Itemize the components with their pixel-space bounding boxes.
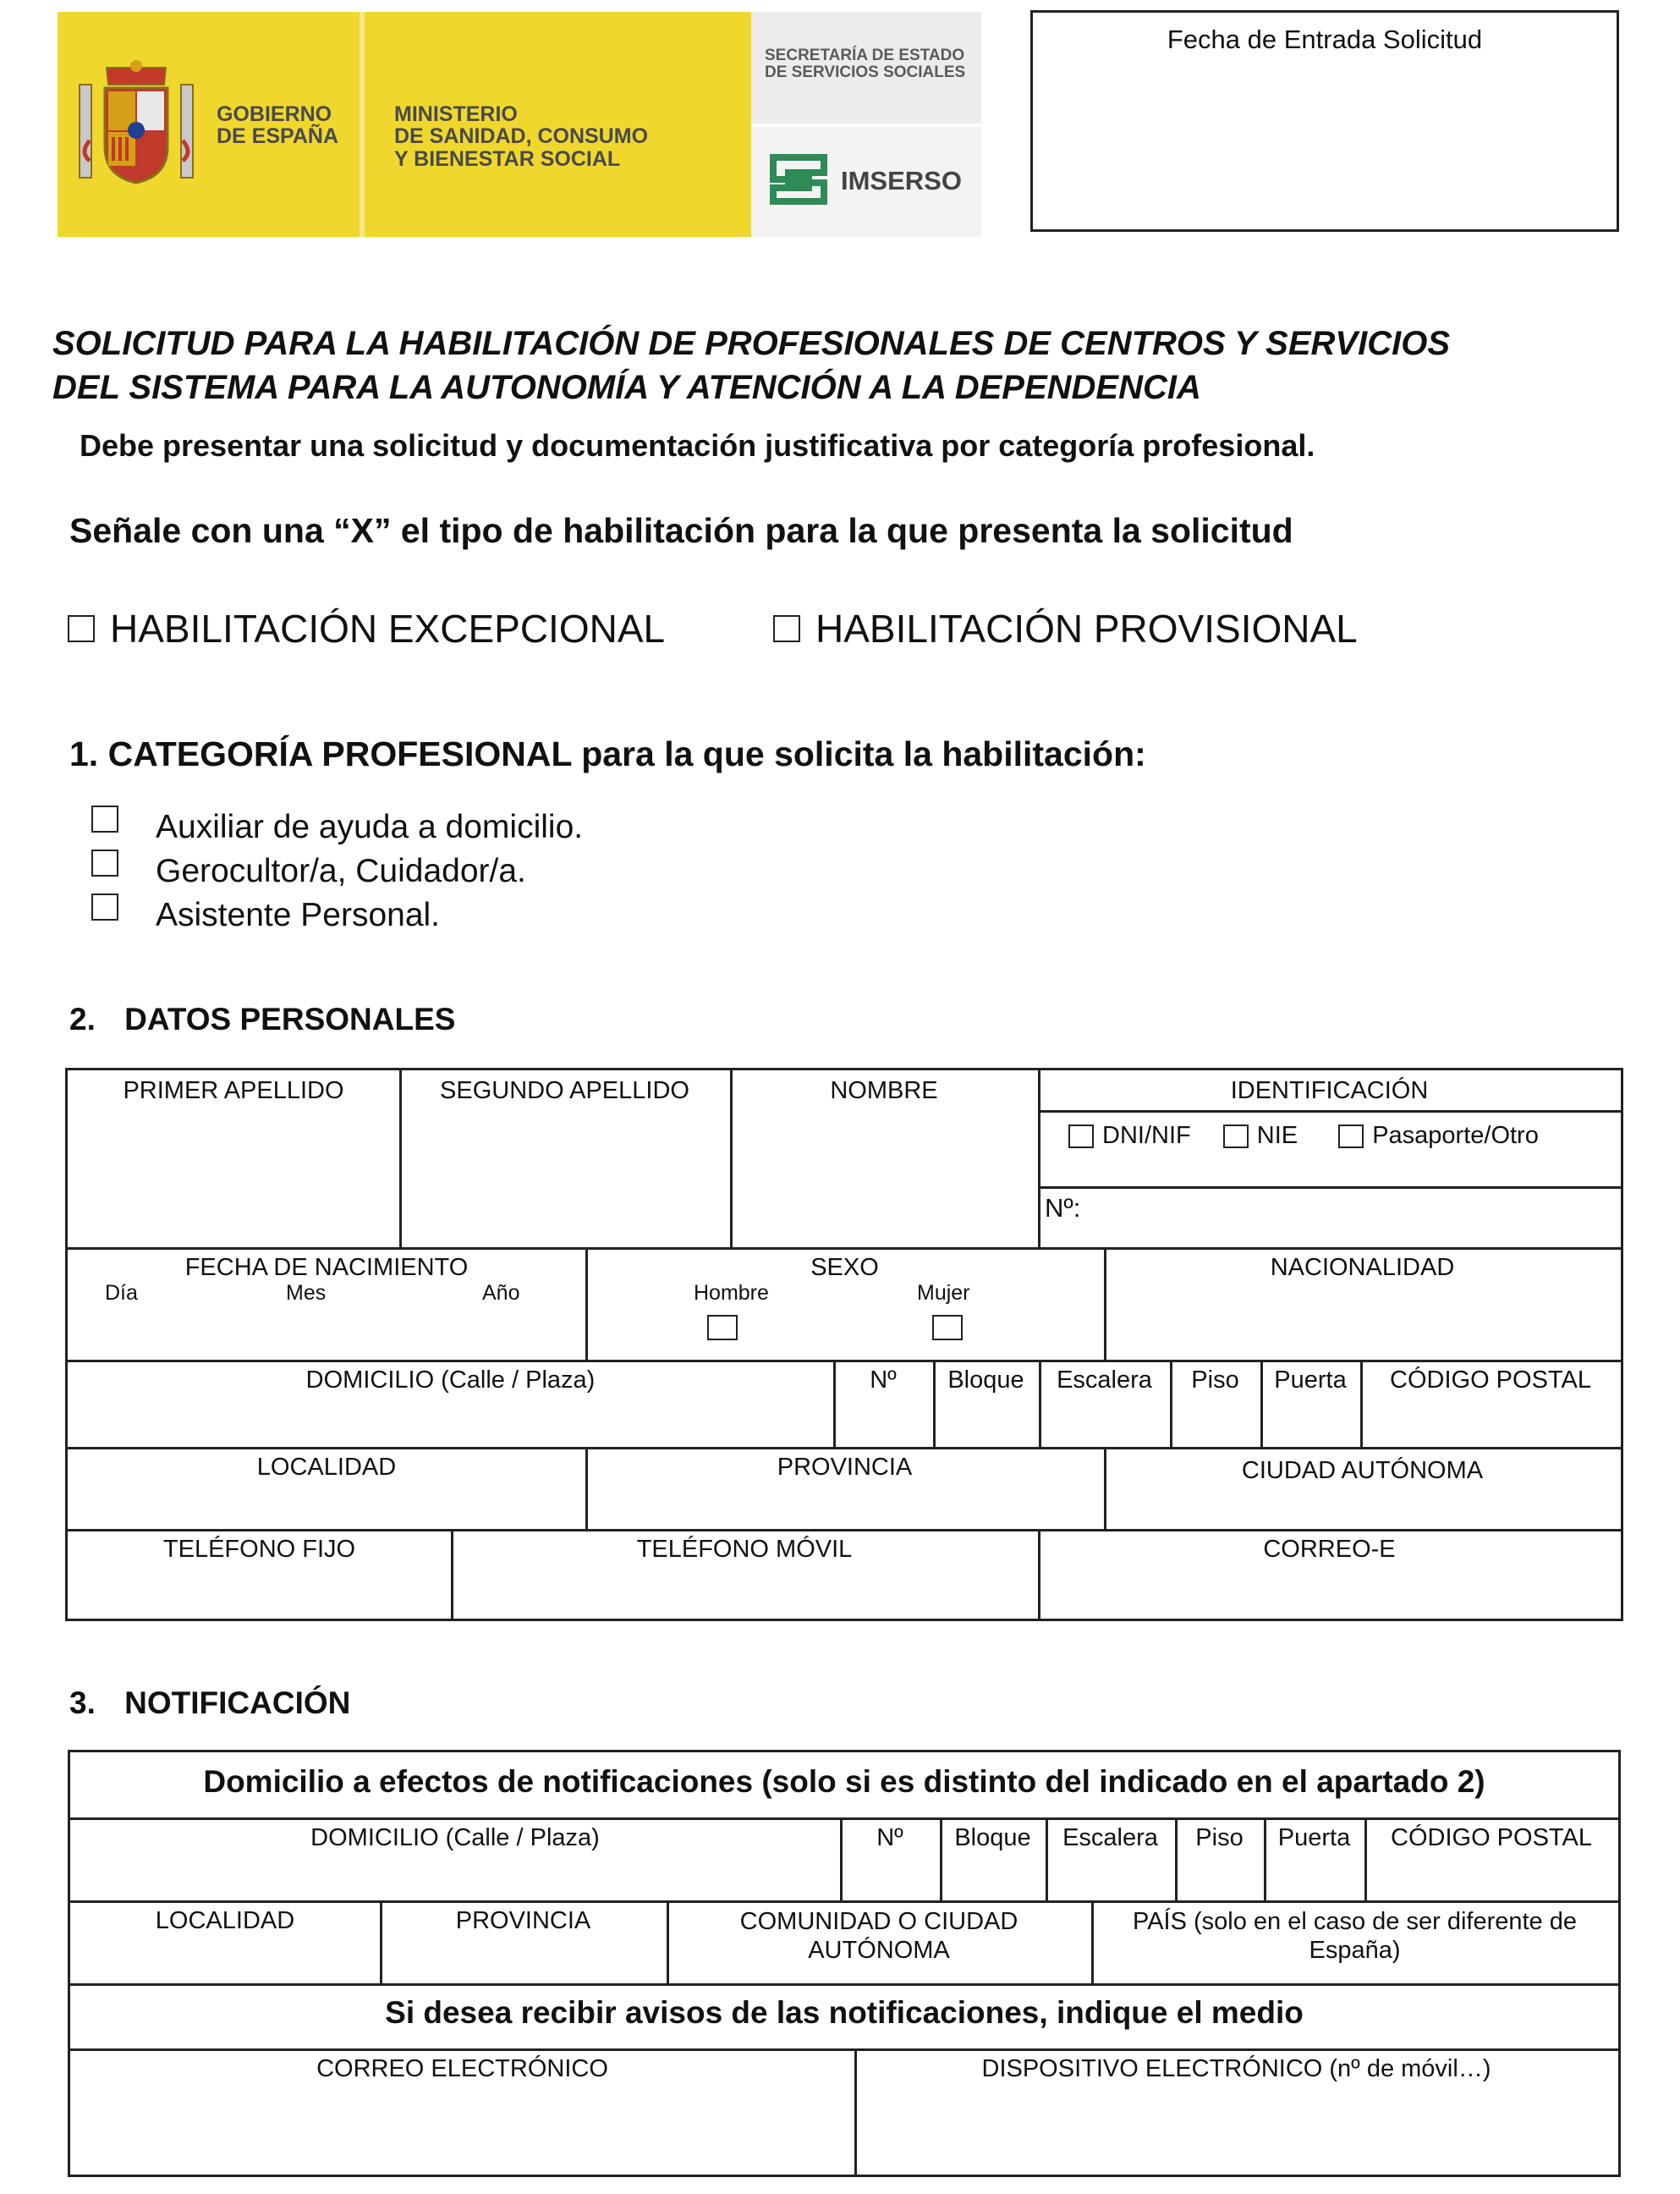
anio-label: Año <box>482 1281 520 1305</box>
section1-heading <box>69 734 1146 774</box>
dia-label: Día <box>105 1281 138 1305</box>
section2-number: 2. <box>69 1002 96 1037</box>
domicilio-label: DOMICILIO (Calle / Plaza) <box>305 1366 596 1394</box>
avisos-heading: Si desea recibir avisos de las notificaciones, indique el medio <box>70 1983 1618 2051</box>
notif-comunidad-label-1: COMUNIDAD O CIUDAD <box>739 1908 1018 1935</box>
localidad-label: LOCALIDAD <box>256 1454 397 1481</box>
primer-apellido-label: PRIMER APELLIDO <box>123 1077 344 1104</box>
categoria-option-asistente[interactable] <box>91 894 583 938</box>
notif-localidad-label: LOCALIDAD <box>155 1907 295 1934</box>
identificacion-header <box>1038 1070 1621 1113</box>
notif-comunidad-label-2: AUTÓNOMA <box>808 1937 950 1964</box>
notif-numero-field[interactable] <box>840 1817 942 1903</box>
notif-localidad-field[interactable] <box>70 1900 382 1986</box>
hombre-label: Hombre <box>694 1281 769 1305</box>
notif-bloque-field[interactable] <box>940 1817 1048 1903</box>
notif-domicilio-label: DOMICILIO (Calle / Plaza) <box>310 1824 600 1851</box>
habilitacion-heading: Señale con una “X” el tipo de habilitación para la que presenta la solicitud <box>69 511 1293 550</box>
notif-escalera-label: Escalera <box>1062 1824 1158 1851</box>
imserso-logo-label: IMSERSO <box>841 166 962 195</box>
section1-heading-rest: para la que solicita la habilitación: <box>571 734 1146 773</box>
nombre-field[interactable] <box>730 1070 1040 1250</box>
numero-field[interactable] <box>833 1360 936 1449</box>
categoria-option-gerocultor[interactable] <box>91 850 583 894</box>
mes-label: Mes <box>286 1281 327 1305</box>
notif-correo-electronico-field[interactable] <box>70 2048 857 2175</box>
habilitacion-provisional-checkbox[interactable] <box>773 615 800 642</box>
gobierno-logo-text: GOBIERNO DE ESPAÑA <box>217 102 339 149</box>
pasaporte-checkbox[interactable] <box>1338 1124 1364 1148</box>
mujer-checkbox[interactable] <box>932 1315 963 1340</box>
notif-dispositivo-field[interactable] <box>854 2048 1618 2175</box>
domicilio-notificaciones-heading: Domicilio a efectos de notificaciones (solo si es distinto del indicado en el apartado 2) <box>70 1752 1618 1820</box>
notif-codigo-postal-field[interactable] <box>1364 1817 1618 1903</box>
notif-pais-label-2: España) <box>1309 1937 1401 1964</box>
puerta-field[interactable] <box>1260 1360 1363 1449</box>
categoria-gerocultor-label: Gerocultor/a, Cuidador/a. <box>156 853 526 889</box>
codigo-postal-label: CÓDIGO POSTAL <box>1390 1366 1591 1394</box>
notif-puerta-label: Puerta <box>1277 1824 1351 1851</box>
pasaporte-label: Pasaporte/Otro <box>1372 1122 1539 1149</box>
notif-numero-label: Nº <box>876 1824 903 1851</box>
identificacion-label: IDENTIFICACIÓN <box>1230 1077 1429 1104</box>
page-title: SOLICITUD PARA LA HABILITACIÓN DE PROFESIONALES DE CENTROS Y SERVICIOS DEL SISTEMA PARA LA AUTONOMÍA Y ATENCIÓN A LA DEPENDENCIA <box>52 325 1450 406</box>
habilitacion-excepcional-label: HABILITACIÓN EXCEPCIONAL <box>110 607 666 651</box>
dni-label: DNI/NIF <box>1102 1122 1191 1149</box>
numero-label: Nº <box>870 1366 897 1394</box>
segundo-apellido-field[interactable] <box>399 1070 733 1250</box>
page-subtitle: Debe presentar una solicitud y documentación justificativa por categoría profesional. <box>80 428 1315 463</box>
nacionalidad-field[interactable] <box>1104 1247 1621 1362</box>
primer-apellido-field[interactable] <box>68 1070 402 1250</box>
sexo-field <box>585 1247 1106 1362</box>
notif-codigo-postal-label: CÓDIGO POSTAL <box>1391 1824 1592 1851</box>
section2-heading <box>69 1002 455 1037</box>
nombre-label: NOMBRE <box>830 1077 938 1104</box>
categoria-asistente-checkbox[interactable] <box>91 894 118 921</box>
puerta-label: Puerta <box>1274 1366 1347 1394</box>
section3-title: NOTIFICACIÓN <box>124 1685 351 1720</box>
nacionalidad-label: NACIONALIDAD <box>1270 1254 1455 1281</box>
identificacion-numero-label: Nº: <box>1045 1193 1081 1223</box>
telefono-movil-field[interactable] <box>451 1529 1040 1619</box>
notif-provincia-field[interactable] <box>380 1900 669 1986</box>
categoria-gerocultor-checkbox[interactable] <box>91 850 118 877</box>
fecha-nacimiento-label: FECHA DE NACIMIENTO <box>184 1254 469 1281</box>
section3-number: 3. <box>69 1685 96 1720</box>
notif-bloque-label: Bloque <box>954 1824 1031 1851</box>
categoria-auxiliar-checkbox[interactable] <box>91 806 118 833</box>
sexo-label: SEXO <box>810 1254 879 1281</box>
localidad-field[interactable] <box>68 1447 588 1531</box>
telefono-movil-label: TELÉFONO MÓVIL <box>636 1536 853 1563</box>
notif-dispositivo-label: DISPOSITIVO ELECTRÓNICO (nº de móvil…) <box>981 2055 1491 2082</box>
correo-label: CORREO-E <box>1263 1536 1396 1563</box>
identificacion-numero-field[interactable] <box>1038 1186 1621 1250</box>
notif-pais-label-1: PAÍS (solo en el caso de ser diferente de <box>1133 1908 1577 1935</box>
notif-provincia-label: PROVINCIA <box>455 1907 591 1934</box>
telefono-fijo-field[interactable] <box>68 1529 453 1619</box>
escalera-label: Escalera <box>1057 1366 1152 1394</box>
fecha-entrada-box[interactable] <box>1030 10 1619 232</box>
categoria-auxiliar-label: Auxiliar de ayuda a domicilio. <box>156 809 584 845</box>
notif-piso-field[interactable] <box>1175 1817 1266 1903</box>
ministerio-logo-text: MINISTERIO DE SANIDAD, CONSUMO Y BIENESTAR SOCIAL <box>394 102 649 171</box>
notif-escalera-field[interactable] <box>1046 1817 1178 1903</box>
notif-domicilio-field[interactable] <box>70 1817 843 1903</box>
piso-label: Piso <box>1191 1366 1239 1394</box>
ciudad-autonoma-field[interactable] <box>1104 1447 1621 1531</box>
section2-title: DATOS PERSONALES <box>124 1002 456 1037</box>
dni-checkbox[interactable] <box>1068 1124 1094 1148</box>
notificacion-table <box>68 1750 1621 2177</box>
nie-label: NIE <box>1256 1122 1298 1149</box>
telefono-fijo-label: TELÉFONO FIJO <box>162 1536 356 1563</box>
provincia-label: PROVINCIA <box>777 1454 913 1481</box>
habilitacion-provisional-option[interactable] <box>773 606 1358 652</box>
section1-heading-bold: 1. CATEGORÍA PROFESIONAL <box>69 734 572 773</box>
logo-divider <box>360 12 365 237</box>
hombre-checkbox[interactable] <box>707 1315 738 1340</box>
escalera-field[interactable] <box>1039 1360 1172 1449</box>
notif-comunidad-field[interactable] <box>667 1900 1094 1986</box>
ciudad-autonoma-label: CIUDAD AUTÓNOMA <box>1241 1457 1484 1484</box>
mujer-label: Mujer <box>917 1281 970 1305</box>
habilitacion-provisional-label: HABILITACIÓN PROVISIONAL <box>815 607 1358 651</box>
imserso-logo-icon <box>765 149 834 210</box>
provincia-field[interactable] <box>585 1447 1106 1531</box>
bloque-field[interactable] <box>933 1360 1041 1449</box>
domicilio-field[interactable] <box>68 1360 836 1449</box>
section3-heading <box>69 1685 350 1721</box>
datos-personales-table <box>65 1068 1623 1621</box>
notif-pais-field[interactable] <box>1091 1900 1618 1986</box>
secretaria-logo-text: SECRETARÍA DE ESTADO DE SERVICIOS SOCIALES <box>765 47 966 81</box>
notif-correo-electronico-label: CORREO ELECTRÓNICO <box>316 2055 608 2082</box>
nie-checkbox[interactable] <box>1223 1124 1249 1148</box>
notif-puerta-field[interactable] <box>1264 1817 1367 1903</box>
bloque-label: Bloque <box>947 1366 1024 1394</box>
habilitacion-excepcional-checkbox[interactable] <box>68 615 95 642</box>
categoria-asistente-label: Asistente Personal. <box>156 897 441 933</box>
coat-of-arms-icon <box>73 59 200 195</box>
segundo-apellido-label: SEGUNDO APELLIDO <box>440 1077 689 1104</box>
fecha-nacimiento-field[interactable] <box>68 1247 588 1362</box>
habilitacion-excepcional-option[interactable] <box>68 606 665 652</box>
codigo-postal-field[interactable] <box>1360 1360 1621 1449</box>
categoria-list <box>91 806 583 938</box>
fecha-entrada-label: Fecha de Entrada Solicitud <box>1167 25 1483 54</box>
identificacion-types <box>1038 1110 1621 1189</box>
notif-piso-label: Piso <box>1195 1824 1244 1851</box>
categoria-option-auxiliar[interactable] <box>91 806 583 850</box>
correo-field[interactable] <box>1038 1529 1621 1619</box>
piso-field[interactable] <box>1170 1360 1263 1449</box>
